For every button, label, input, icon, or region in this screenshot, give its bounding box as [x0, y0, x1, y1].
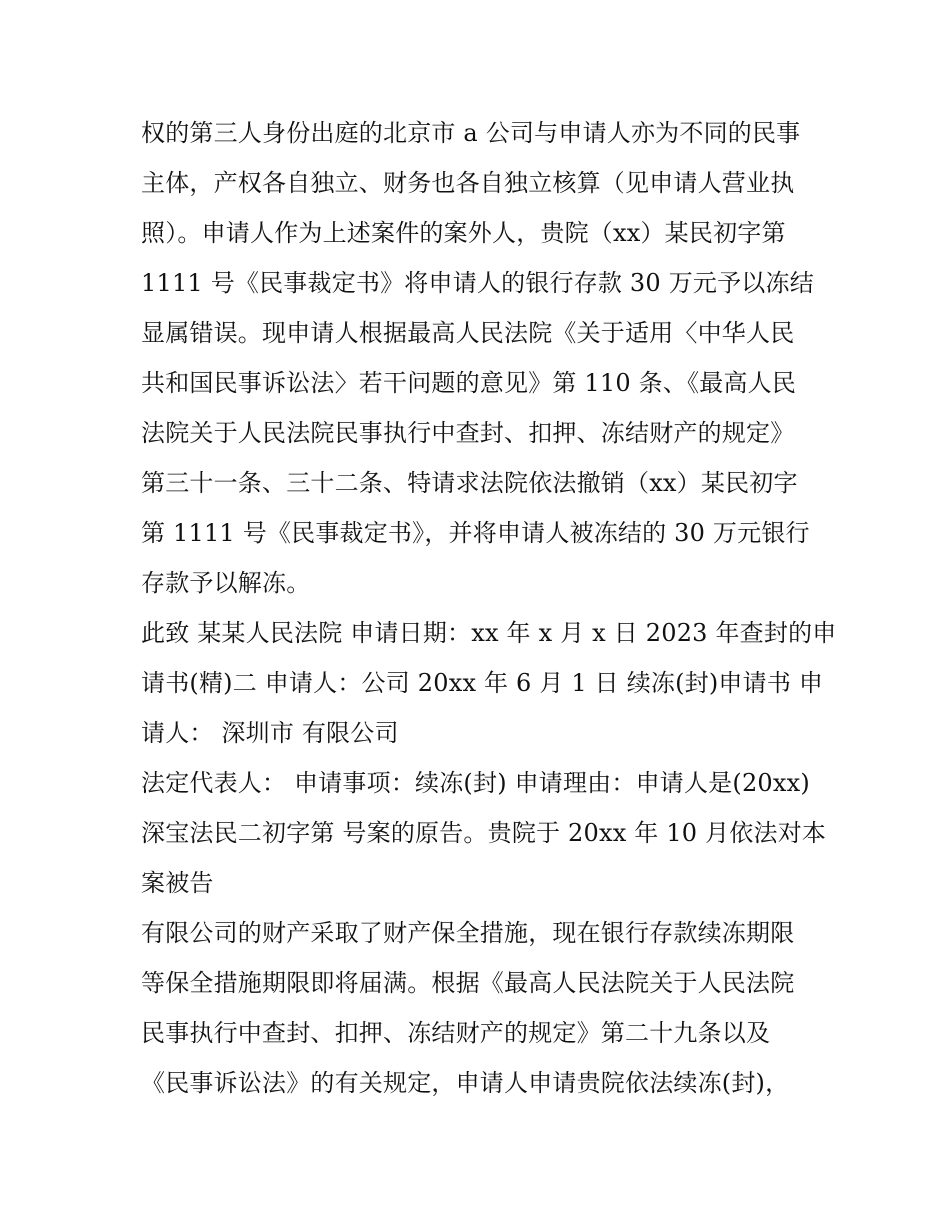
text-line: 此致 某某人民法院 申请日期：xx 年 x 月 x 日 2023 年查封的申	[141, 619, 837, 647]
text-line: 等保全措施期限即将届满。根据《最高人民法院关于人民法院	[141, 969, 795, 997]
text-line: 请书(精)二 申请人：公司 20xx 年 6 月 1 日 续冻(封)申请书 申	[141, 669, 824, 697]
text-line: 存款予以解冻。	[141, 569, 311, 597]
text-line: 第三十一条、三十二条、特请求法院依法撤销（xx）某民初字	[141, 469, 798, 497]
text-line: 《民事诉讼法》的有关规定，申请人申请贵院依法续冻(封)，	[141, 1069, 790, 1097]
text-line: 主体，产权各自独立、财务也各自独立核算（见申请人营业执	[141, 169, 795, 197]
text-line: 共和国民事诉讼法〉若干问题的意见》第 110 条、《最高人民	[141, 369, 797, 397]
text-line: 法定代表人： 申请事项：续冻(封) 申请理由：申请人是(20xx)	[141, 769, 810, 797]
document-body	[141, 108, 837, 1108]
text-line: 案被告	[141, 869, 214, 897]
text-line: 第 1111 号《民事裁定书》，并将申请人被冻结的 30 万元银行	[141, 519, 810, 547]
text-line: 法院关于人民法院民事执行中查封、扣押、冻结财产的规定》	[141, 419, 795, 447]
text-line: 显属错误。现申请人根据最高人民法院《关于适用〈中华人民	[141, 319, 795, 347]
text-line: 照）。申请人作为上述案件的案外人，贵院（xx）某民初字第	[141, 219, 786, 247]
text-line: 权的第三人身份出庭的北京市 a 公司与申请人亦为不同的民事	[141, 119, 801, 147]
text-line: 1111 号《民事裁定书》将申请人的银行存款 30 万元予以冻结	[141, 269, 814, 297]
text-line: 有限公司的财产采取了财产保全措施，现在银行存款续冻期限	[141, 919, 795, 947]
text-line: 民事执行中查封、扣押、冻结财产的规定》第二十九条以及	[141, 1019, 771, 1047]
text-line: 深宝法民二初字第 号案的原告。贵院于 20xx 年 10 月依法对本	[141, 819, 827, 847]
text-line: 请人： 深圳市 有限公司	[141, 719, 399, 747]
